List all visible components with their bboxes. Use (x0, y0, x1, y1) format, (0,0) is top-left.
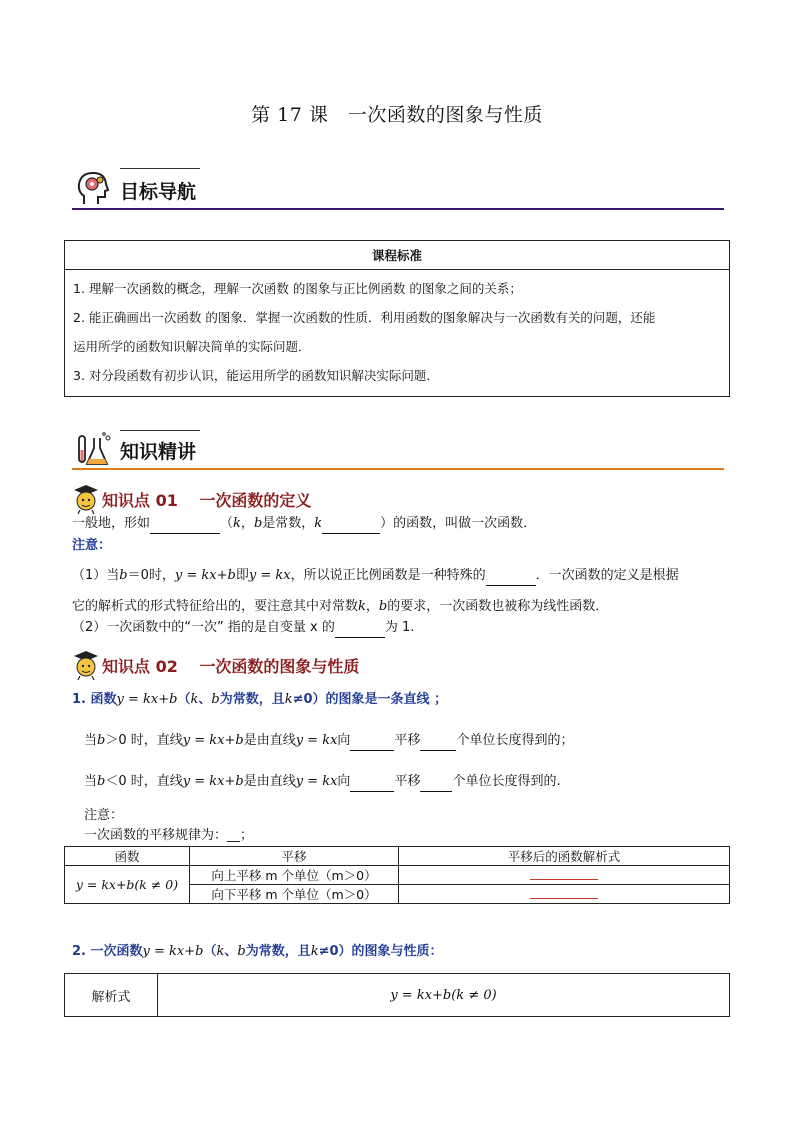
section-top-rule (120, 430, 200, 431)
shift-down-sentence (84, 772, 561, 792)
text: 个单位长度得到的. (452, 774, 561, 789)
standard-body (65, 270, 730, 397)
math: y = kx (248, 568, 291, 583)
math: b (97, 774, 106, 789)
text: 个单位长度得到的； (456, 733, 574, 748)
note-1-line-1 (72, 566, 679, 586)
text: （1）当 (72, 568, 120, 583)
math: b (119, 568, 128, 583)
property-2-heading (72, 942, 443, 962)
section-header-goals (72, 168, 724, 210)
standard-row: 运用所学的函数知识解决简单的实际问题． (73, 339, 311, 354)
text: 为常数，且 (219, 692, 285, 707)
table-row (65, 974, 730, 1017)
shift-up-sentence (84, 731, 573, 751)
text: ，所以说正比例函数是一种特殊的 (290, 568, 486, 583)
text: ≠0）的图象与性质： (318, 944, 443, 959)
shift-cell: 向上平移 m 个单位（m＞0） (190, 866, 399, 885)
text: 当 (84, 733, 98, 748)
math: y = kx+b (182, 774, 244, 789)
section-header-knowledge (72, 430, 724, 470)
shift-rule: 一次函数的平移规律为：__； (84, 828, 254, 843)
text: 它的解析式的形式特征给出的，要注意其中对常数 (72, 599, 359, 614)
math: b (378, 599, 388, 614)
text: ）的函数，叫做一次函数． (380, 516, 537, 531)
note-1-line-2 (72, 597, 608, 617)
fill-blank[interactable] (350, 791, 394, 792)
text: 当 (84, 774, 98, 789)
function-cell: y = kx+b(k ≠ 0) (65, 866, 190, 904)
text: 、 (224, 944, 238, 959)
text: （2）一次函数中的“一次” 指的是自变量 x 的 (72, 620, 335, 635)
text: ≠0）的图象是一条直线 ； (292, 692, 448, 707)
text: 即 (235, 568, 249, 583)
standard-row: 1. 理解一次函数的概念，理解一次函数 的图象与正比例函数 的图象之间的关系； (73, 281, 522, 296)
shift-cell: 向下平移 m 个单位（m＞0） (190, 885, 399, 904)
column-header: 平移后的函数解析式 (399, 847, 730, 866)
text: 、 (198, 692, 212, 707)
text: ＜0 时，直线 (105, 774, 183, 789)
knowledge-point-02-header (72, 650, 372, 680)
answer-cell[interactable] (399, 866, 730, 885)
knowledge-point-title: 知识点 02 一次函数的图象与性质 (102, 657, 360, 676)
math: y = kx+b (116, 692, 178, 707)
text: （ (203, 944, 217, 959)
text: ， (240, 516, 254, 531)
note-label: 注意： (84, 808, 124, 823)
math: k (216, 944, 225, 959)
math: b (237, 944, 246, 959)
property-1-heading (72, 690, 447, 710)
math: k (310, 944, 319, 959)
student-mascot-icon (72, 650, 100, 680)
column-header: 平移 (190, 847, 399, 866)
text: 一般地，形如 (72, 516, 151, 531)
text: ＝0时， (127, 568, 175, 583)
section-label: 知识精讲 (120, 441, 197, 463)
text: 向 (337, 733, 351, 748)
math: k (358, 599, 366, 614)
math: k (284, 692, 293, 707)
section-top-rule (120, 168, 200, 169)
fill-blank[interactable] (322, 533, 380, 534)
section-underline (72, 468, 724, 470)
math: y = kx+b (142, 944, 204, 959)
math: k (190, 692, 199, 707)
math: b (97, 733, 106, 748)
fill-blank[interactable] (420, 791, 452, 792)
fill-blank[interactable] (530, 867, 598, 880)
text: 为常数，且 (245, 944, 311, 959)
text: ．一次函数的定义是根据 (535, 568, 679, 583)
table-row (65, 866, 730, 885)
note-label: 注意： (72, 538, 112, 553)
math: b (211, 692, 220, 707)
fill-blank[interactable] (150, 533, 220, 534)
text: ， (365, 599, 379, 614)
math: k (233, 516, 241, 531)
column-header: 函数 (65, 847, 190, 866)
math: b (253, 516, 263, 531)
text: 是常数， (262, 516, 315, 531)
math: k (314, 516, 323, 531)
head-gears-icon (76, 170, 110, 208)
text: （ (220, 516, 234, 531)
knowledge-point-title: 知识点 01 一次函数的定义 (102, 491, 312, 510)
text: 的要求，一次函数也被称为线性函数． (387, 599, 609, 614)
standard-row: 3. 对分段函数有初步认识，能运用所学的函数知识解决实际问题． (73, 368, 439, 383)
section-underline (72, 208, 724, 210)
math: y = kx (295, 774, 338, 789)
text: （ (177, 692, 191, 707)
course-standard-table (64, 240, 730, 397)
label-cell: 解析式 (65, 974, 158, 1017)
fill-blank[interactable] (335, 637, 385, 638)
text: 平移 (394, 774, 421, 789)
fill-blank[interactable] (530, 886, 598, 899)
shift-table (64, 846, 730, 904)
fill-blank[interactable] (420, 750, 456, 751)
text: 1. 函数 (72, 692, 117, 707)
text: 是由直线 (243, 774, 296, 789)
math: y = kx+b (174, 568, 236, 583)
knowledge-point-01-header (72, 484, 372, 514)
text: 是由直线 (243, 733, 296, 748)
page-title: 第 17 课 一次函数的图象与性质 (251, 104, 543, 126)
flask-icon (74, 432, 114, 468)
text: 向 (337, 774, 351, 789)
table-header: 课程标准 (65, 241, 730, 270)
math: y = kx+b (182, 733, 244, 748)
formula-cell: y = kx+b(k ≠ 0) (158, 974, 730, 1017)
fill-blank[interactable] (486, 585, 536, 586)
fill-blank[interactable] (350, 750, 394, 751)
note-2 (72, 618, 414, 638)
math: y = kx (295, 733, 338, 748)
student-mascot-icon (72, 484, 100, 514)
standard-row: 2. 能正确画出一次函数 的图象．掌握一次函数的性质．利用函数的图象解决与一次函数有关的问题，还能 (73, 310, 656, 325)
analytic-table (64, 973, 730, 1017)
text: 平移 (394, 733, 421, 748)
section-label: 目标导航 (120, 181, 197, 203)
text: 为 1. (384, 620, 415, 635)
text: ＞0 时，直线 (105, 733, 183, 748)
answer-cell[interactable] (399, 885, 730, 904)
definition-text (72, 514, 536, 534)
text: 2. 一次函数 (72, 944, 143, 959)
